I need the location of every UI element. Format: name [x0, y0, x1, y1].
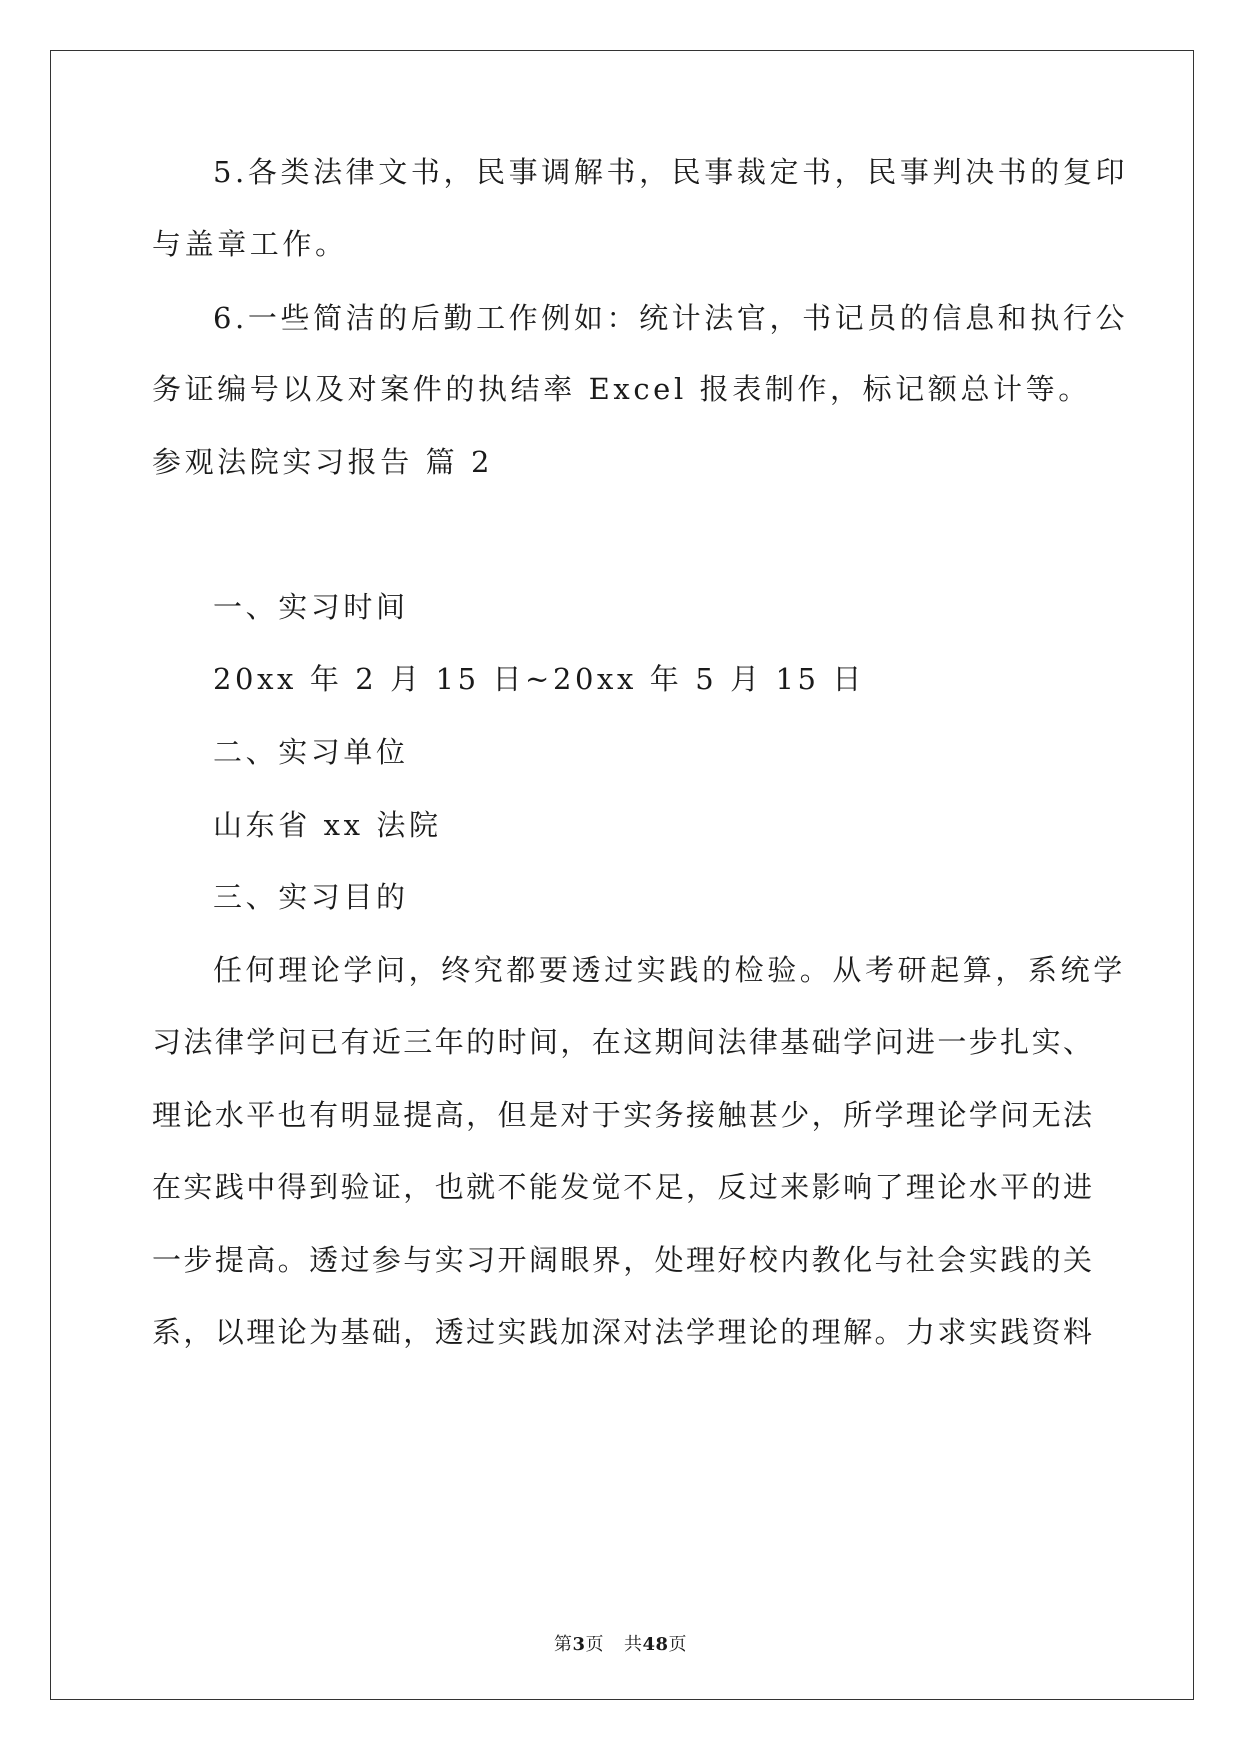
paragraph-line: 一步提高。透过参与实习开阔眼界，处理好校内教化与社会实践的关: [152, 1243, 1092, 1277]
paragraph-line: 务证编号以及对案件的执结率 Excel 报表制作，标记额总计等。: [152, 372, 1091, 406]
subheading: 一、实习时间: [213, 590, 409, 624]
total-suffix: 页: [668, 1634, 688, 1655]
section-heading: 参观法院实习报告 篇 2: [152, 445, 494, 479]
subheading: 二、实习单位: [213, 735, 409, 769]
page-suffix: 页: [585, 1634, 604, 1655]
page-footer: [0, 1634, 1241, 1656]
total-prefix: 共: [623, 1634, 643, 1655]
page-number: 3: [572, 1634, 586, 1655]
paragraph-line: 20xx 年 2 月 15 日~20xx 年 5 月 15 日: [213, 662, 866, 696]
paragraph-line: 山东省 xx 法院: [213, 808, 442, 842]
paragraph-line: 理论水平也有明显提高，但是对于实务接触甚少，所学理论学问无法: [152, 1098, 1092, 1132]
paragraph-line: 系，以理论为基础，透过实践加深对法学理论的理解。力求实践资料: [152, 1315, 1092, 1349]
paragraph-line: 6.一些简洁的后勤工作例如：统计法官，书记员的信息和执行公: [213, 301, 1129, 335]
page-prefix: 第: [553, 1634, 573, 1655]
paragraph-line: 在实践中得到验证，也就不能发觉不足，反过来影响了理论水平的进: [152, 1170, 1092, 1204]
page-border: [50, 50, 1194, 1700]
subheading: 三、实习目的: [213, 880, 409, 914]
paragraph-line: 任何理论学问，终究都要透过实践的检验。从考研起算，系统学: [213, 953, 1126, 987]
paragraph-line: 5.各类法律文书，民事调解书，民事裁定书，民事判决书的复印: [213, 155, 1129, 189]
paragraph-line: 与盖章工作。: [152, 227, 348, 261]
paragraph-line: 习法律学问已有近三年的时间，在这期间法律基础学问进一步扎实、: [152, 1025, 1092, 1059]
total-pages: 48: [642, 1634, 669, 1655]
